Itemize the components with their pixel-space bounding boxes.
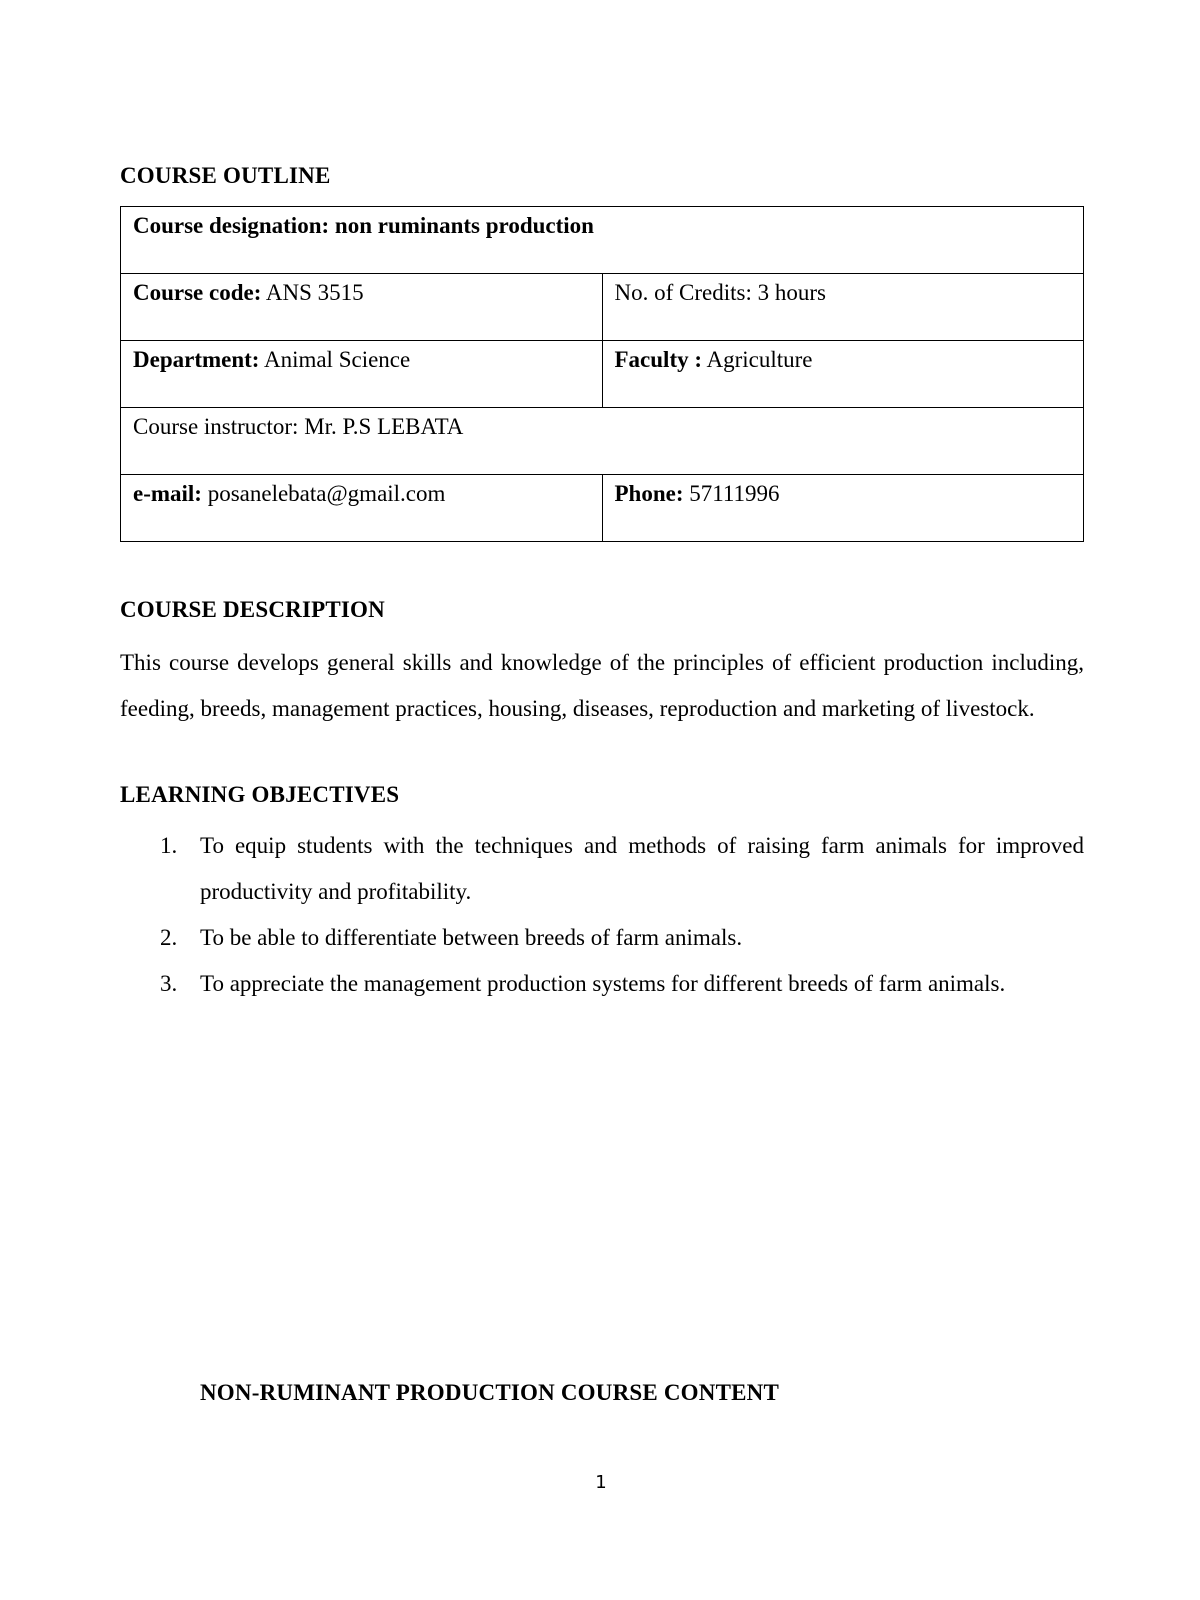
list-item-number: 3.	[160, 971, 178, 996]
course-description-heading: COURSE DESCRIPTION	[120, 597, 385, 622]
course-code-cell	[121, 274, 603, 341]
phone-cell	[602, 475, 1084, 542]
credits-cell	[602, 274, 1084, 341]
phone-value: 57111996	[689, 481, 780, 506]
course-description-text: This course develops general skills and knowledge of the principles of efficient production including, feeding, breeds, management practices, housing, diseases, reproduction and marketing of livestock.	[120, 650, 1084, 721]
list-item-text: To equip students with the techniques and methods of raising farm animals for improved productivity and profitability.	[200, 833, 1084, 904]
table-row	[121, 475, 1084, 542]
email-value: posanelebata@gmail.com	[207, 481, 446, 506]
table-row	[121, 408, 1084, 475]
list-item-number: 2.	[160, 925, 178, 950]
department-cell	[121, 341, 603, 408]
list-item-text: To appreciate the management production systems for different breeds of farm animals.	[200, 971, 1006, 996]
course-code-label: Course code:	[133, 280, 262, 305]
department-label: Department:	[133, 347, 260, 372]
table-row	[121, 207, 1084, 274]
course-info-table	[120, 206, 1084, 542]
course-code-value: ANS 3515	[265, 280, 364, 305]
list-item-number: 1.	[160, 833, 178, 858]
department-value: Animal Science	[263, 347, 411, 372]
faculty-value: Agriculture	[706, 347, 813, 372]
list-item	[120, 961, 1084, 1007]
designation-cell	[121, 207, 1084, 274]
faculty-cell	[602, 341, 1084, 408]
email-cell	[121, 475, 603, 542]
table-row	[121, 341, 1084, 408]
designation-label: Course designation:	[133, 213, 330, 238]
page-number: 1	[595, 1472, 607, 1493]
objectives-list	[120, 823, 1084, 1007]
faculty-label: Faculty :	[614, 347, 703, 372]
email-label: e-mail:	[133, 481, 202, 506]
learning-objectives-heading: LEARNING OBJECTIVES	[120, 782, 400, 807]
course-outline-heading: COURSE OUTLINE	[120, 163, 331, 188]
designation-value: non ruminants production	[334, 213, 594, 238]
phone-label: Phone:	[614, 481, 684, 506]
list-item-text: To be able to differentiate between breeds of farm animals.	[200, 925, 743, 950]
list-item	[120, 823, 1084, 915]
list-item	[120, 915, 1084, 961]
instructor-value: Course instructor: Mr. P.S LEBATA	[133, 414, 464, 439]
instructor-cell	[121, 408, 1084, 475]
course-content-heading: NON-RUMINANT PRODUCTION COURSE CONTENT	[200, 1380, 780, 1405]
credits-value: No. of Credits: 3 hours	[614, 280, 826, 305]
table-row	[121, 274, 1084, 341]
